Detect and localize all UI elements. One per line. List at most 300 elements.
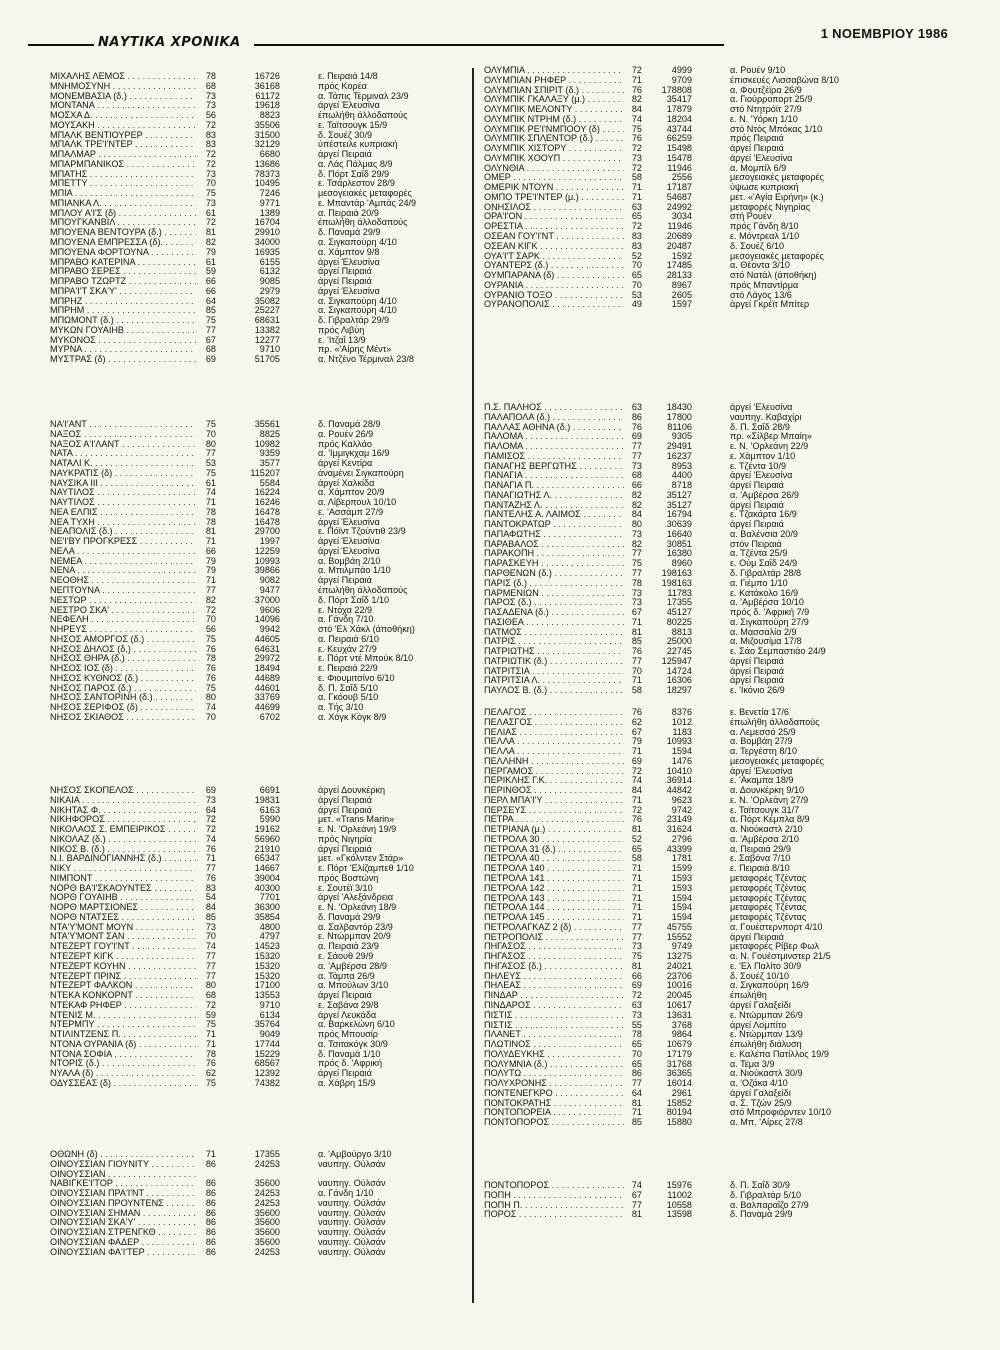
built-year: 77 xyxy=(631,1078,642,1089)
tonnage: 68567 xyxy=(254,1058,280,1069)
ship-name: ΜΠΟΥΓΚΑΝΒΙΛ . . . xyxy=(50,218,196,228)
built-year: 71 xyxy=(631,902,642,913)
ship-name: ΜΠΡΗΜ . . . xyxy=(50,306,196,316)
built-year: 77 xyxy=(205,448,216,459)
ship-status: δ. Π. Σαΐδ 30/9 xyxy=(730,1180,790,1190)
ship-status: ε. Χάμπτον 1/10 xyxy=(730,450,796,461)
magazine-title: ΝΑΥΤΙΚΑ ΧΡΟΝΙΚΑ xyxy=(98,35,241,50)
ship-status: α. Πειραιά 6/10 xyxy=(318,633,379,644)
ship-name: ΝΟΡΘ ΓΟΥΑΪΗΒ . . . xyxy=(50,893,196,903)
built-year: 76 xyxy=(631,133,642,144)
ship-name: ΠΙΝΔΑΡΟΣ . . . xyxy=(484,1001,624,1011)
tonnage: 18494 xyxy=(254,663,280,674)
tonnage: 10617 xyxy=(666,999,692,1010)
ship-name: ΝΕΝΑ . . . xyxy=(50,566,196,576)
ship-status: έπωλήθη xyxy=(730,990,767,1001)
ship-status: μεταφορές Τζέντας xyxy=(730,912,807,923)
ship-status: α. Χάμπτον 20/9 xyxy=(318,487,385,498)
ship-name: ΠΗΓΑΣΟΣ (δ.) . . . xyxy=(484,962,624,972)
built-year: 80 xyxy=(205,980,216,991)
ship-name: ΝΗΣΟΣ ΣΑΝΤΟΡΙΝΗ (δ.) . . . xyxy=(50,693,196,703)
ship-status: α. Σιγκαπούρη 4/10 xyxy=(318,295,397,306)
ship-status: έπωλήθη άλλοδαπούς xyxy=(318,585,408,596)
ship-status: άργεί Πειραιά xyxy=(730,143,784,154)
ship-status: ναυπηγ. Ούλσάν xyxy=(318,1197,386,1208)
ship-name: ΝΤΟΝΑ ΟΥΡΑΝΙΑ (δ) . . . xyxy=(50,1040,196,1050)
ship-name: Ν.Ι. ΒΑΡΔΙΝΟΓΙΑΝΝΗΣ (δ.) . . . xyxy=(50,854,196,864)
ship-name: ΝΕΜΕΑ . . . xyxy=(50,557,196,567)
tonnage: 29700 xyxy=(254,526,280,537)
ship-name: ΟΙΝΟΥΣΣΙΑΝ ΣΚΑ'Υ' . . . xyxy=(50,1218,196,1228)
ship-status: πρός Κορέα xyxy=(318,80,367,91)
ship-name: ΟΙΝΟΥΣΣΙΑΝ ΣΤΡΕΝΓΚΘ . . . xyxy=(50,1228,196,1238)
built-year: 74 xyxy=(205,702,216,713)
ship-name: ΜΟΝΕΜΒΑΣΙΑ (δ.) . . . xyxy=(50,92,196,102)
built-year: 73 xyxy=(205,197,216,208)
built-year: 58 xyxy=(631,685,642,696)
tonnage: 35561 xyxy=(254,419,280,429)
built-year: 76 xyxy=(631,814,642,825)
ship-name: ΝΕΛΑ . . . xyxy=(50,547,196,557)
tonnage: 16640 xyxy=(666,528,692,539)
ship-name: ΝΤΕΝΙΣ Μ. . . . xyxy=(50,1011,196,1021)
tonnage: 80194 xyxy=(666,1107,692,1118)
ship-status: άργεί Δουνκέρκη xyxy=(318,785,386,795)
built-year: 73 xyxy=(631,528,642,539)
ship-status: ε. Κατάκολο 16/9 xyxy=(730,587,799,598)
ship-name: ΝΑΒΙΓΚΕ'Ι'ΤΟΡ . . . xyxy=(50,1179,196,1189)
built-year: 86 xyxy=(205,1207,216,1218)
ship-status: α. Φουτζέϊρα 26/9 xyxy=(730,84,802,95)
ship-name: ΟΛΥΜΠΙΚ ΜΕΛΟΝΤΥ . . . xyxy=(484,105,624,115)
built-year: 84 xyxy=(631,785,642,796)
tonnage: 1593 xyxy=(671,873,692,884)
tonnage: 5584 xyxy=(259,477,280,488)
ship-name: ΟΘΩΝΗ (δ) . . . xyxy=(50,1150,196,1160)
ship-status: ε. 'Ικόνιο 26/9 xyxy=(730,685,785,696)
ship-name: ΝΗΣΟΣ ΣΚΙΑΘΟΣ . . . xyxy=(50,713,196,723)
ship-name: ΟΙΝΟΥΣΣΙΑΝ . . . xyxy=(50,1170,196,1180)
tonnage: 35127 xyxy=(666,489,692,500)
ship-status: άργεί Πειραιά xyxy=(318,149,372,160)
tonnage: 8718 xyxy=(671,480,692,491)
built-year: 65 xyxy=(631,1039,642,1050)
ship-name: ΟΙΝΟΥΣΣΙΑΝ ΣΗΜΑΝ . . . xyxy=(50,1209,196,1219)
ship-name: ΟΛΥΜΠΙΚ ΝΤΡΗΜ (δ.) . . . xyxy=(484,115,624,125)
ship-status: άργεί Πειραιά xyxy=(318,843,372,854)
ship-name: ΝΑ'Ι'ΑΝΤ . . . xyxy=(50,420,196,430)
built-year: 75 xyxy=(205,1077,216,1088)
ship-name: ΠΟΝΤΟΠΟΡΟΣ . . . xyxy=(484,1181,624,1191)
tonnage: 1997 xyxy=(259,536,280,547)
ship-name: ΜΥΚΩΝ ΓΟΥΑΪΗΒ . . . xyxy=(50,326,196,336)
built-year: 83 xyxy=(205,139,216,150)
built-year: 64 xyxy=(631,1087,642,1098)
tonnage: 10558 xyxy=(666,1199,692,1210)
built-year: 52 xyxy=(631,833,642,844)
ship-name: ΝΤΕΖΕΡΤ ΚΙΓΚ . . . xyxy=(50,952,196,962)
built-year: 68 xyxy=(205,344,216,355)
ship-name: ΟΛΥΜΠΙΚ ΣΠΛΕΝΤΟΡ (δ.) . . . xyxy=(484,134,624,144)
ship-name: ΝΙΚΟΣ Β. (δ.) . . . xyxy=(50,845,196,855)
ship-status: ναυπηγ. Ούλσάν xyxy=(318,1246,386,1257)
tonnage: 2961 xyxy=(671,1087,692,1098)
tonnage: 15552 xyxy=(666,931,692,942)
ship-name: ΝΤΟΝΑ ΣΟΦΙΑ . . . xyxy=(50,1050,196,1060)
ship-name: ΝΗΣΟΣ ΣΚΟΠΕΛΟΣ . . . xyxy=(50,786,196,796)
tonnage: 43744 xyxy=(666,123,692,134)
built-year: 72 xyxy=(631,143,642,154)
tonnage: 15976 xyxy=(666,1180,692,1190)
ship-name: ΟΙΝΟΥΣΣΙΑΝ ΦΑ'Ι'ΤΕΡ . . . xyxy=(50,1248,196,1258)
ship-name: ΠΑΝΑΓΙΩΤΗΣ Λ. . . . xyxy=(484,491,624,501)
ship-status: ε. Ν. 'Υόρκη 1/10 xyxy=(730,113,798,124)
ship-status: μετ. «Trans Marin» xyxy=(318,814,395,825)
ship-status: δ. Σουέζ 10/10 xyxy=(730,970,790,981)
tonnage: 1592 xyxy=(671,250,692,261)
tonnage: 25000 xyxy=(666,636,692,647)
ship-name: ΜΠΙΑΝΚΑ Λ. . . . xyxy=(50,199,196,209)
ship-name: ΠΟΡΟΣ . . . xyxy=(484,1210,624,1220)
tonnage: 4797 xyxy=(259,931,280,942)
ship-name: ΠΑΤΡΙΤΣΙΑ . . . xyxy=(484,667,624,677)
tonnage: 44842 xyxy=(666,785,692,796)
built-year: 63 xyxy=(631,402,642,412)
tonnage: 16014 xyxy=(666,1078,692,1089)
built-year: 86 xyxy=(631,411,642,422)
ship-status: ύπέστειλε κυπριακή xyxy=(318,139,398,150)
tonnage: 17100 xyxy=(254,980,280,991)
ship-name: ΜΠΡΑ'Ι'Τ ΣΚΑ'Υ' . . . xyxy=(50,287,196,297)
ship-name: ΝΙΚΟΛΑΟΣ Σ. ΕΜΠΕΙΡΙΚΟΣ . . . xyxy=(50,825,196,835)
built-year: 73 xyxy=(631,460,642,471)
built-year: 78 xyxy=(631,1029,642,1040)
ship-status: πρός Μπουσίρ xyxy=(318,1029,378,1040)
ship-status: δ. Γιβραλτάρ 28/8 xyxy=(730,568,802,579)
built-year: 81 xyxy=(205,526,216,537)
tonnage: 31500 xyxy=(254,129,280,140)
tonnage: 19618 xyxy=(254,100,280,111)
ship-status: πρός δ. 'Αφρική 7/9 xyxy=(730,607,810,618)
tonnage: 61172 xyxy=(255,90,280,101)
tonnage: 32129 xyxy=(254,139,280,150)
tonnage: 198163 xyxy=(661,568,692,579)
column-divider xyxy=(472,68,474,1303)
tonnage: 23149 xyxy=(666,814,692,825)
built-year: 73 xyxy=(205,90,216,101)
ship-name: ΠΕΛΑΣΓΟΣ . . . xyxy=(484,718,624,728)
ship-status: μεσογειακές μεταφορές xyxy=(318,188,412,199)
ship-name: ΟΝΗΣΙΛΟΣ . . . xyxy=(484,203,624,213)
ship-name: ΟΙΝΟΥΣΣΙΑΝ ΓΙΟΥΝΙΤΥ . . . xyxy=(50,1160,196,1170)
ship-name: ΝΤΑ'Υ'ΜΟΝΤ ΣΑΝ . . . xyxy=(50,932,196,942)
built-year: 71 xyxy=(205,1029,216,1040)
ship-status: δ. Π. Σαΐδ 5/10 xyxy=(318,682,378,693)
tonnage: 9082 xyxy=(259,575,280,586)
ship-status: άναμένει Σιγκαπούρη xyxy=(318,467,404,478)
tonnage: 80225 xyxy=(666,616,692,627)
ship-name: ΠΕΤΡΙΑΝΑ (μ.) . . . xyxy=(484,825,624,835)
ship-name: ΠΑΣΙΘΕΑ . . . xyxy=(484,618,624,628)
ship-status: δ. Παναμά 28/9 xyxy=(318,419,381,429)
tonnage: 16726 xyxy=(254,71,280,81)
ship-status: ε. Ταϊτσουγκ 15/9 xyxy=(318,119,388,130)
built-year: 86 xyxy=(205,1178,216,1189)
ship-status: πρός Βοστώνη xyxy=(318,872,379,883)
ship-status: α. Σ. Τζών 25/9 xyxy=(730,1097,792,1108)
ship-name: ΝΕΦΕΛΗ . . . xyxy=(50,615,196,625)
tonnage: 12392 xyxy=(254,1068,280,1079)
built-year: 86 xyxy=(205,1158,216,1169)
ship-name: ΝΙΚΟΛΑΖ (δ.) . . . xyxy=(50,835,196,845)
tonnage: 1594 xyxy=(671,912,692,923)
built-year: 77 xyxy=(205,960,216,971)
ship-status: ε. Σαβάνα 29/8 xyxy=(318,999,379,1010)
tonnage: 18297 xyxy=(666,685,692,696)
built-year: 66 xyxy=(631,480,642,491)
ship-status: α. Τεργέστη 8/10 xyxy=(730,746,798,757)
ship-status: δ. Παναμά 1/10 xyxy=(318,1048,381,1059)
tonnage: 9942 xyxy=(259,624,280,635)
built-year: 81 xyxy=(205,227,216,238)
ship-status: άργεί Πειραιά xyxy=(730,655,784,666)
tonnage: 11002 xyxy=(667,1189,692,1200)
tonnage: 7701 xyxy=(259,892,280,903)
built-year: 73 xyxy=(205,921,216,932)
built-year: 68 xyxy=(205,80,216,91)
tonnage: 2605 xyxy=(671,289,692,300)
ship-name: ΟΛΥΜΠΙΚ ΧΟΟΥΠ . . . xyxy=(484,154,624,164)
ship-name: ΟΛΥΜΠΙΑΝ ΣΠΙΡΙΤ (δ.) . . . xyxy=(484,86,624,96)
ship-status: στό 'Ελ Χάκλ (άποθήκη) xyxy=(318,624,415,635)
ship-name: ΠΕΤΡΟΛΑ 30 . . . xyxy=(484,835,624,845)
ship-status: α. Γάνδη 1/10 xyxy=(318,1188,374,1199)
built-year: 77 xyxy=(631,1199,642,1210)
tonnage: 35600 xyxy=(254,1178,280,1189)
ship-status: ε. Πειραιά 22/9 xyxy=(318,663,378,674)
ship-status: α. Πόρτ Κέμπλα 8/9 xyxy=(730,814,810,825)
ship-name: ΝΤΟΡΙΣ (δ.) . . . xyxy=(50,1059,196,1069)
ship-name: ΝΤΕΡΜΠΥ . . . xyxy=(50,1020,196,1030)
tonnage: 8953 xyxy=(671,460,692,471)
ship-name: ΝΟΡΘ ΜΑΡΤΣΙΟΝΕΣ . . . xyxy=(50,903,196,913)
ship-name: ΝΤΕΖΕΡΤ ΓΟΥ'Ι'ΝΤ . . . xyxy=(50,942,196,952)
built-year: 71 xyxy=(205,853,216,864)
ship-status: δ. Πόρτ Σαΐδ 29/9 xyxy=(318,168,390,179)
tonnage: 17744 xyxy=(254,1038,280,1049)
built-year: 64 xyxy=(205,804,216,815)
tonnage: 9359 xyxy=(259,448,280,459)
ship-status: άργεί 'Ελευσίνα xyxy=(730,470,793,481)
built-year: 72 xyxy=(205,604,216,615)
tonnage: 17179 xyxy=(666,1048,692,1059)
ship-name: ΜΠΑΛΚ ΒΕΝΤΙΟΥΡΕΡ . . . xyxy=(50,131,196,141)
built-year: 80 xyxy=(205,438,216,449)
built-year: 67 xyxy=(205,334,216,345)
ship-status: α. Χάβρη 15/9 xyxy=(318,1077,376,1088)
ship-status: ύψωσε κυπριακή xyxy=(730,182,799,193)
built-year: 86 xyxy=(205,1197,216,1208)
built-year: 77 xyxy=(205,585,216,596)
tonnage: 78373 xyxy=(254,168,280,179)
tonnage: 10982 xyxy=(254,438,280,449)
ship-status: α. Λεμεσσό 25/9 xyxy=(730,726,796,737)
page-header xyxy=(0,0,1000,60)
ship-name: ΠΑΛΑΠΟΛΑ (δ.) . . . xyxy=(484,413,624,423)
ship-status: α. Γιέμπο 1/10 xyxy=(730,577,788,588)
ship-name: ΜΠΡΑΒΟ ΤΖΩΡΤΖ . . . xyxy=(50,277,196,287)
built-year: 86 xyxy=(205,1188,216,1199)
built-year: 83 xyxy=(205,129,216,140)
built-year: 83 xyxy=(631,231,642,242)
ship-name: ΠΕΤΡΟΛΑ 141 . . . xyxy=(484,874,624,884)
tonnage: 66259 xyxy=(666,133,692,144)
ship-name: ΠΑΛΟΜΑ . . . xyxy=(484,442,624,452)
built-year: 75 xyxy=(631,123,642,134)
built-year: 75 xyxy=(205,467,216,478)
tonnage: 115207 xyxy=(250,467,280,478)
built-year: 81 xyxy=(631,626,642,637)
ship-name: ΜΠΑΤΗΣ . . . xyxy=(50,170,196,180)
ship-status: α. Ρουέν 26/9 xyxy=(318,428,374,439)
tonnage: 9477 xyxy=(259,585,280,596)
ship-status: στό Ντητρόϊτ 27/9 xyxy=(730,104,802,115)
ship-name: ΠΟΛΥΜΝΙΑ (δ.) . . . xyxy=(484,1060,624,1070)
ship-name: ΠΕΤΡΟΠΟΛΙΣ . . . xyxy=(484,933,624,943)
tonnage: 29972 xyxy=(254,653,280,664)
tonnage: 16237 xyxy=(666,450,692,461)
ship-status: άργεί Λευκάδα xyxy=(318,1009,377,1020)
built-year: 82 xyxy=(205,237,216,248)
ship-name: ΝΕΣΤΡΟ ΣΚΑ' . . . xyxy=(50,606,196,616)
ship-status: ε. Τζακάρτα 16/9 xyxy=(730,509,797,520)
built-year: 76 xyxy=(631,646,642,657)
ship-status: α. Τάπις Τέρμιναλ 23/9 xyxy=(318,90,409,101)
tonnage: 6702 xyxy=(259,711,280,722)
built-year: 70 xyxy=(205,428,216,439)
ship-name: ΠΕΛΑΓΟΣ . . . xyxy=(484,708,624,718)
built-year: 76 xyxy=(205,1058,216,1069)
ship-name: ΝΤΕΚΑΦ ΡΗΦΕΡ . . . xyxy=(50,1001,196,1011)
built-year: 71 xyxy=(631,616,642,627)
tonnage: 51705 xyxy=(254,354,280,365)
built-year: 74 xyxy=(631,1180,642,1190)
built-year: 79 xyxy=(205,565,216,576)
tonnage: 13686 xyxy=(254,158,280,169)
ship-status: ναυπηγ. Ούλσάν xyxy=(318,1227,386,1238)
built-year: 71 xyxy=(631,794,642,805)
tonnage: 36914 xyxy=(666,775,692,786)
ship-name: ΠΟΝΤΟΠΟΡΕΙΑ . . . xyxy=(484,1108,624,1118)
ship-status: δ. Π. Σαΐδ 28/9 xyxy=(730,421,790,432)
ship-name: ΠΑΡΘΕΝΩΝ (δ.) . . . xyxy=(484,569,624,579)
built-year: 75 xyxy=(205,633,216,644)
ship-status: ε. Ντώρμπαν 13/9 xyxy=(730,1029,803,1040)
built-year: 69 xyxy=(205,785,216,795)
ship-status: α. Θέοντα 3/10 xyxy=(730,260,790,271)
ship-name: ΝΗΣΟΣ ΑΜΟΡΓΟΣ (δ.) . . . xyxy=(50,635,196,645)
built-year: 71 xyxy=(205,575,216,586)
ship-name: ΠΕΛΙΑΣ . . . xyxy=(484,728,624,738)
ship-status: ε. Ντόχα 22/9 xyxy=(318,604,373,615)
tonnage: 6132 xyxy=(259,266,280,277)
ship-status: α. Τέμα 3/9 xyxy=(730,1058,775,1069)
tonnage: 24992 xyxy=(666,201,692,212)
tonnage: 14523 xyxy=(254,941,280,952)
ship-status: ε. Μόντρεαλ 1/10 xyxy=(730,231,800,242)
ship-name: ΜΠΕΤΤΥ . . . xyxy=(50,179,196,189)
ship-status: άργεί Πειραιά xyxy=(730,931,784,942)
ship-status: άργεί Πειραιά xyxy=(730,675,784,686)
tonnage: 64631 xyxy=(254,643,280,654)
ship-name: ΠΕΤΡΟΛΑ 143 . . . xyxy=(484,894,624,904)
tonnage: 24253 xyxy=(254,1188,280,1199)
ship-name: ΜΙΧΑΛΗΣ ΛΕΜΟΣ . . . xyxy=(50,72,196,82)
ship-name: ΟΥΡΑΝΙΟ ΤΟΞΟ . . . xyxy=(484,291,624,301)
ship-status: ε. Πόρτ ντέ Μπούκ 8/10 xyxy=(318,653,414,664)
ship-status: άργεί Πειραιά xyxy=(730,480,784,491)
ship-name: ΠΑΡΑΚΟΠΗ . . . xyxy=(484,549,624,559)
built-year: 84 xyxy=(631,509,642,520)
ship-status: α. 'Ιμμιγκχαμ 16/9 xyxy=(318,448,390,459)
built-year: 71 xyxy=(205,497,216,508)
tonnage: 15478 xyxy=(666,152,692,163)
tonnage: 35082 xyxy=(254,295,280,306)
tonnage: 2556 xyxy=(671,172,692,183)
built-year: 81 xyxy=(631,1097,642,1108)
built-year: 72 xyxy=(205,999,216,1010)
ship-status: α. Σιγκαπούρη 16/9 xyxy=(730,980,809,991)
tonnage: 68631 xyxy=(254,315,280,326)
ship-name: ΠΕΤΡΑ . . . xyxy=(484,815,624,825)
tonnage: 6134 xyxy=(259,1009,280,1020)
built-year: 77 xyxy=(631,568,642,579)
ship-status: άργεί Πειραιά xyxy=(318,276,372,287)
built-year: 74 xyxy=(631,113,642,124)
ship-name: ΝΤΕΚΑ ΚΟΝΚΟΡΝΤ . . . xyxy=(50,991,196,1001)
ship-status: άργεί Πειραιά xyxy=(318,804,372,815)
ship-status: α. Νιούκαστλ 2/10 xyxy=(730,824,803,835)
tonnage: 35127 xyxy=(666,499,692,510)
built-year: 77 xyxy=(205,951,216,962)
built-year: 82 xyxy=(631,94,642,105)
ship-status: μεταφορές Νιγηρίας xyxy=(730,201,811,212)
tonnage: 9623 xyxy=(671,794,692,805)
ship-status: ε. 'Ασσάμπ 27/9 xyxy=(318,506,384,517)
ship-name: ΝΗΣΟΣ ΘΗΡΑ (δ.) . . . xyxy=(50,654,196,664)
ship-status: άργεί 'Ελευσίνα xyxy=(730,152,793,163)
ship-status: α. Ρουέν 9/10 xyxy=(730,65,786,75)
built-year: 70 xyxy=(631,260,642,271)
built-year: 76 xyxy=(205,843,216,854)
built-year: 72 xyxy=(631,65,642,75)
built-year: 76 xyxy=(205,643,216,654)
ship-name: ΠΙΣΤΙΣ . . . xyxy=(484,1011,624,1021)
ship-status: α. 'Αμβέρσα 26/9 xyxy=(730,489,799,500)
tonnage: 9709 xyxy=(671,74,692,85)
tonnage: 35600 xyxy=(254,1207,280,1218)
ship-name: ΜΥΣΤΡΑΣ (δ) . . . xyxy=(50,355,196,365)
ship-name: ΟΥΡΑΝΙΑ . . . xyxy=(484,281,624,291)
built-year: 85 xyxy=(631,636,642,647)
ship-status: ε. Ν. 'Ορλεάνη 27/9 xyxy=(730,794,809,805)
ship-name: ΝΕ'Ι'ΒΥ ΠΡΟΓΚΡΕΣΣ . . . xyxy=(50,537,196,547)
tonnage: 15320 xyxy=(254,970,280,981)
tonnage: 16478 xyxy=(254,516,280,527)
ship-status: πρός Νιγηρία xyxy=(318,833,373,844)
ship-name: ΟΡΑ'Ι'ΟΝ . . . xyxy=(484,212,624,222)
ship-status: ε. 'Ελ Παλίτο 30/9 xyxy=(730,960,802,971)
